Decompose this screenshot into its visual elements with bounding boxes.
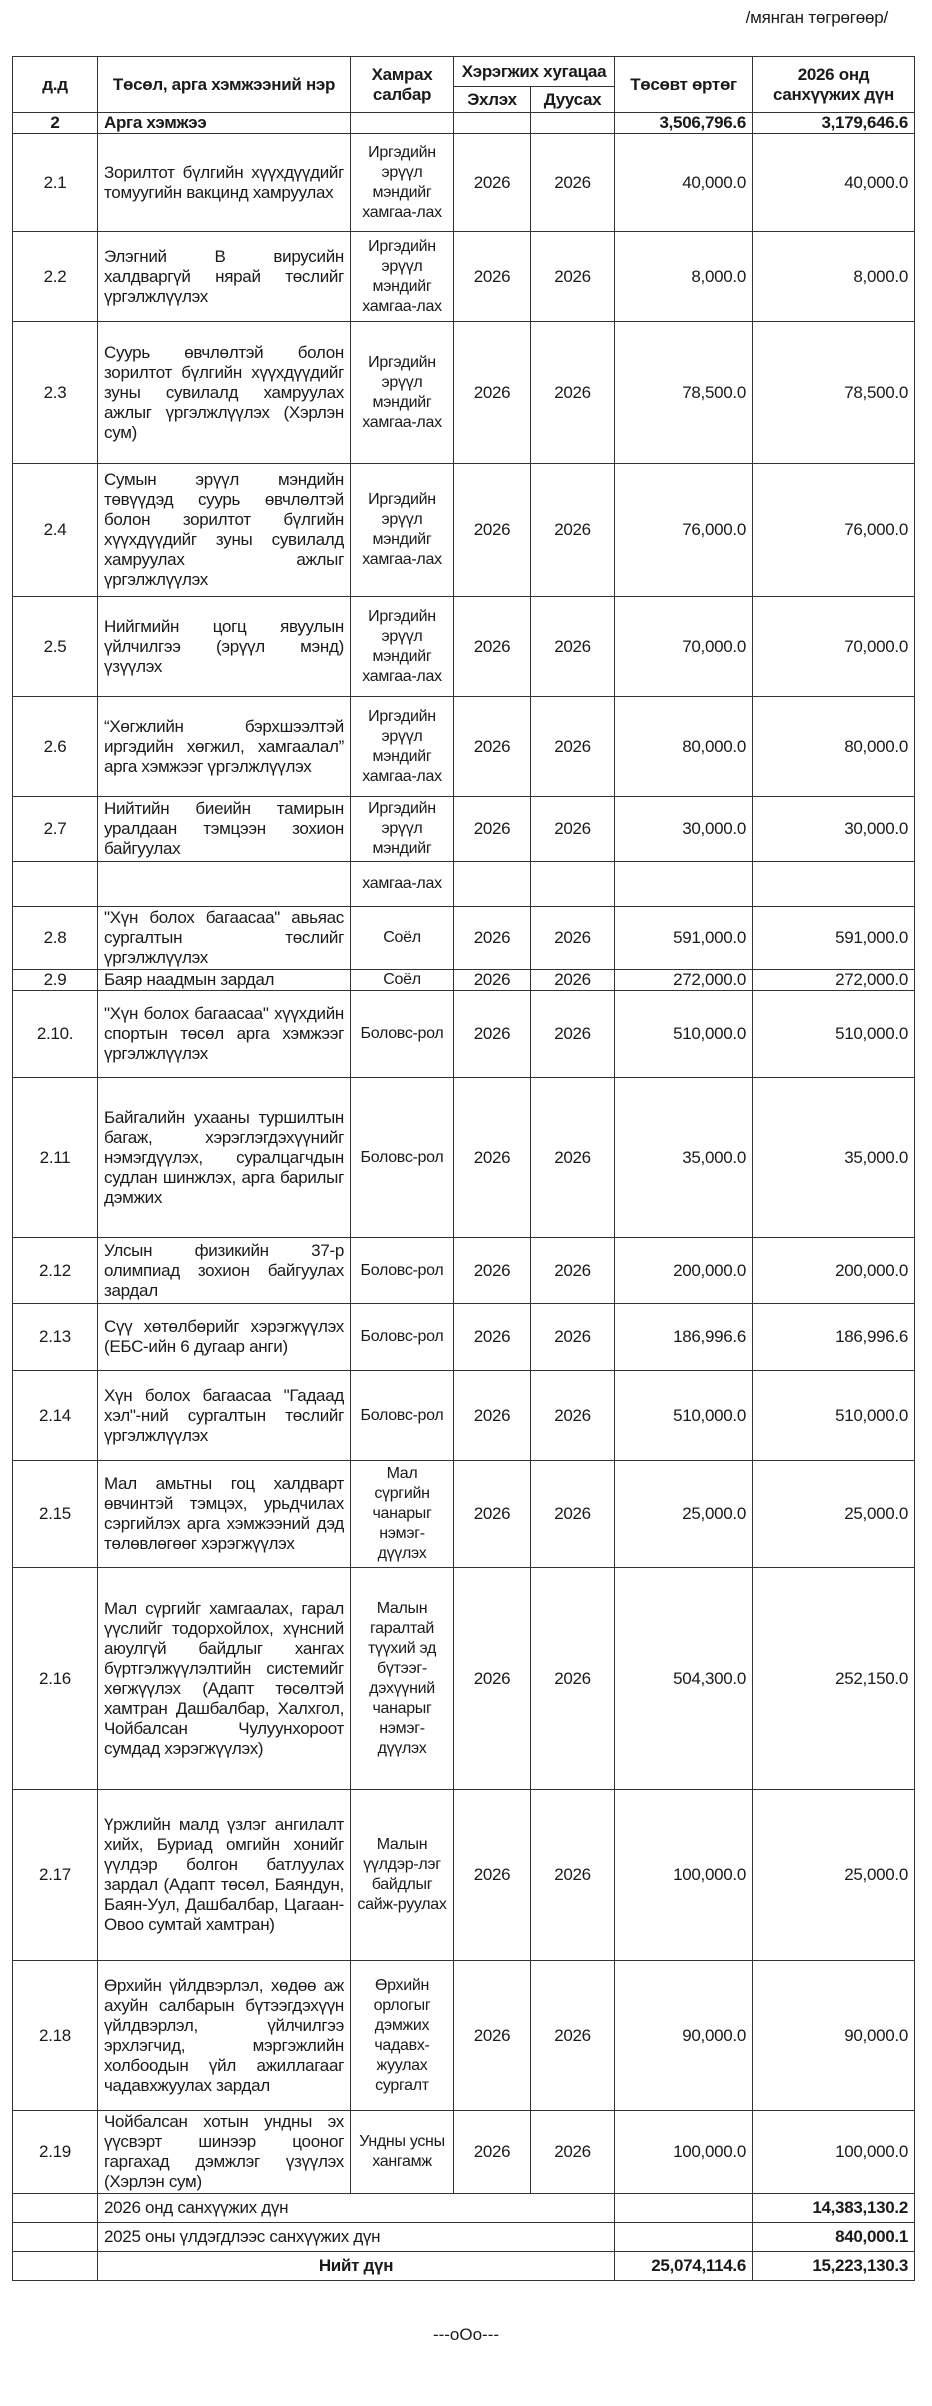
row-name: Мал амьтны гоц халдварт өвчинтэй тэмцэх, урьдчилах сэргийлэх арга хэмжээний дэд төлөвлөгөөг хэрэгжүүлэх: [98, 1461, 351, 1568]
section-no: 2: [13, 113, 98, 134]
row-sector: Иргэдийн эрүүл мэндийг: [351, 797, 454, 862]
row-sector: Өрхийн орлогыг дэмжих чадавх-жуулах сургалт: [351, 1961, 454, 2111]
header-period: Хэрэгжих хугацаа: [454, 57, 615, 87]
table-row: [13, 797, 915, 862]
end-mark: ---oOo---: [432, 2325, 500, 2344]
header-start: Эхлэх: [454, 87, 531, 113]
row-cost: 90,000.0: [615, 1961, 753, 2111]
row-end-year: 2026: [531, 991, 615, 1078]
table-row: [13, 1568, 915, 1790]
row-funding: 80,000.0: [753, 697, 915, 797]
row-cost: 504,300.0: [615, 1568, 753, 1790]
row-start-year: 2026: [454, 1238, 531, 1304]
header-cost: Төсөвт өртөг: [615, 57, 753, 113]
row-name: Нийгмийн цогц явуулын үйлчилгээ (эрүүл мэнд) үзүүлэх: [98, 597, 351, 697]
row-end-year: 2026: [531, 697, 615, 797]
row-name: Байгалийн ухааны туршилтын багаж, хэрэглэгдэхүүнийг нэмэгдүүлэх, суралцагчдын судлан шинжлэх, арга барилыг дэмжих: [98, 1078, 351, 1238]
empty-cell: [98, 862, 351, 907]
row-no: 2.5: [13, 597, 98, 697]
row-end-year: 2026: [531, 797, 615, 862]
row-start-year: 2026: [454, 1790, 531, 1961]
row-name: "Хүн болох багаасаа" хүүхдийн спортын төсөл арга хэмжээг үргэлжлүүлэх: [98, 991, 351, 1078]
row-name: Зорилтот бүлгийн хүүхдүүдийг томуугийн вакцинд хамруулах: [98, 134, 351, 232]
row-start-year: 2026: [454, 907, 531, 970]
table-row: [13, 991, 915, 1078]
header-end: Дуусах: [531, 87, 615, 113]
table-row: [13, 907, 915, 970]
total-2025-remainder-row-cost: [615, 2223, 753, 2252]
row-no: 2.4: [13, 464, 98, 597]
total-2026-row-cost: [615, 2194, 753, 2223]
row-cost: 186,996.6: [615, 1304, 753, 1371]
row-name: Сүү хөтөлбөрийг хэрэгжүүлэх (ЕБС-ийн 6 дугаар анги): [98, 1304, 351, 1371]
header-no: д.д: [13, 57, 98, 113]
table-row: [13, 464, 915, 597]
table-row: [13, 2111, 915, 2194]
empty-cell: [13, 2252, 98, 2281]
row-sector: Иргэдийн эрүүл мэндийг хамгаа-лах: [351, 232, 454, 322]
row-end-year: 2026: [531, 232, 615, 322]
table-row: [13, 1961, 915, 2111]
row-cost: 70,000.0: [615, 597, 753, 697]
row-cost: 35,000.0: [615, 1078, 753, 1238]
row-no: 2.13: [13, 1304, 98, 1371]
grand-total-row-funding: 15,223,130.3: [753, 2252, 915, 2281]
section-cost: 3,506,796.6: [615, 113, 753, 134]
row-start-year: 2026: [454, 991, 531, 1078]
row-funding: 200,000.0: [753, 1238, 915, 1304]
empty-cell: [13, 2223, 98, 2252]
header-funding: 2026 онд санхүүжих дүн: [753, 57, 915, 113]
row-name: Нийтийн биеийн тамирын уралдаан тэмцээн зохион байгуулах: [98, 797, 351, 862]
table-row: [13, 697, 915, 797]
row-sector: Мал сүргийн чанарыг нэмэг-дүүлэх: [351, 1461, 454, 1568]
table-row: [13, 232, 915, 322]
row-cost: 200,000.0: [615, 1238, 753, 1304]
row-no: 2.12: [13, 1238, 98, 1304]
row-start-year: 2026: [454, 797, 531, 862]
grand-total-row: [13, 2252, 915, 2281]
continuation-row: [13, 862, 915, 907]
row-cost: 591,000.0: [615, 907, 753, 970]
row-name: Чойбалсан хотын ундны эх үүсвэрт шинээр цооног гаргахад дэмжлэг үзүүлэх (Хэрлэн сум): [98, 2111, 351, 2194]
row-end-year: 2026: [531, 134, 615, 232]
row-start-year: 2026: [454, 597, 531, 697]
unit-note: /мянган төгрөгөөр/: [745, 8, 888, 27]
total-2026-row-label: 2026 онд санхүүжих дүн: [98, 2194, 615, 2223]
table-row: [13, 970, 915, 991]
empty-cell: [531, 862, 615, 907]
row-cost: 8,000.0: [615, 232, 753, 322]
row-end-year: 2026: [531, 464, 615, 597]
row-funding: 78,500.0: [753, 322, 915, 464]
section-funding: 3,179,646.6: [753, 113, 915, 134]
row-cost: 510,000.0: [615, 1371, 753, 1461]
row-funding: 8,000.0: [753, 232, 915, 322]
row-end-year: 2026: [531, 1790, 615, 1961]
row-sector: Боловс-рол: [351, 1304, 454, 1371]
row-no: 2.11: [13, 1078, 98, 1238]
row-end-year: 2026: [531, 1078, 615, 1238]
table-row: [13, 1790, 915, 1961]
row-cost: 100,000.0: [615, 2111, 753, 2194]
row-no: 2.10.: [13, 991, 98, 1078]
row-cost: 78,500.0: [615, 322, 753, 464]
row-funding: 25,000.0: [753, 1790, 915, 1961]
row-no: 2.2: [13, 232, 98, 322]
row-sector: Боловс-рол: [351, 1078, 454, 1238]
row-start-year: 2026: [454, 697, 531, 797]
row-start-year: 2026: [454, 1461, 531, 1568]
row-funding: 272,000.0: [753, 970, 915, 991]
row-sector: Боловс-рол: [351, 991, 454, 1078]
row-start-year: 2026: [454, 232, 531, 322]
row-funding: 510,000.0: [753, 1371, 915, 1461]
row-name: Суурь өвчлөлтэй болон зорилтот бүлгийн хүүхдүүдийг зуны сувилалд хамруулах ажлыг үргэлжлүүлэх (Хэрлэн сум): [98, 322, 351, 464]
row-end-year: 2026: [531, 1461, 615, 1568]
row-no: 2.15: [13, 1461, 98, 1568]
row-funding: 186,996.6: [753, 1304, 915, 1371]
section-name: Арга хэмжээ: [98, 113, 351, 134]
total-2025-remainder-row-label: 2025 оны үлдэгдлээс санхүүжих дүн: [98, 2223, 615, 2252]
row-funding: 252,150.0: [753, 1568, 915, 1790]
row-cost: 25,000.0: [615, 1461, 753, 1568]
empty-cell: [454, 862, 531, 907]
row-end-year: 2026: [531, 1371, 615, 1461]
row-no: 2.1: [13, 134, 98, 232]
row-funding: 35,000.0: [753, 1078, 915, 1238]
row-sector: Иргэдийн эрүүл мэндийг хамгаа-лах: [351, 134, 454, 232]
empty-cell: [13, 862, 98, 907]
grand-total-row-cost: 25,074,114.6: [615, 2252, 753, 2281]
row-name: Мал сүргийг хамгаалах, гарал үүслийг тодорхойлох, хүнсний аюулгүй байдлыг хангах бүртгэлжүүлэлтийн системийг хөгжүүлэх (Адапт төсөлтэй хамтран Дашбалбар, Халхгол, Чойбалсан Чулуунхороот сумдад хэрэгжүүлэх): [98, 1568, 351, 1790]
row-start-year: 2026: [454, 1568, 531, 1790]
row-no: 2.6: [13, 697, 98, 797]
table-row: [13, 1461, 915, 1568]
table-row: [13, 1238, 915, 1304]
row-cost: 272,000.0: [615, 970, 753, 991]
row-no: 2.18: [13, 1961, 98, 2111]
row-sector: Иргэдийн эрүүл мэндийг хамгаа-лах: [351, 697, 454, 797]
row-start-year: 2026: [454, 970, 531, 991]
row-sector: Иргэдийн эрүүл мэндийг хамгаа-лах: [351, 322, 454, 464]
row-sector: Боловс-рол: [351, 1371, 454, 1461]
row-cost: 76,000.0: [615, 464, 753, 597]
row-end-year: 2026: [531, 322, 615, 464]
row-start-year: 2026: [454, 2111, 531, 2194]
row-name: "Хүн болох багаасаа" авьяас сургалтын төслийг үргэлжлүүлэх: [98, 907, 351, 970]
row-end-year: 2026: [531, 2111, 615, 2194]
table-row: [13, 322, 915, 464]
header-sector: Хамрах салбар: [351, 57, 454, 113]
continuation-sector: хамгаа-лах: [351, 862, 454, 907]
row-sector: Боловс-рол: [351, 1238, 454, 1304]
row-end-year: 2026: [531, 1238, 615, 1304]
row-end-year: 2026: [531, 907, 615, 970]
row-name: Сумын эрүүл мэндийн төвүүдэд суурь өвчлөлтэй болон зорилтот бүлгийн хүүхдүүдийг зуны сувилалд хамруулах ажлыг үргэлжлүүлэх: [98, 464, 351, 597]
total-2025-remainder-row: [13, 2223, 915, 2252]
row-sector: Иргэдийн эрүүл мэндийг хамгаа-лах: [351, 464, 454, 597]
row-no: 2.3: [13, 322, 98, 464]
row-funding: 25,000.0: [753, 1461, 915, 1568]
row-name: Хүн болох багаасаа "Гадаад хэл"-ний сургалтын төслийг үргэлжлүүлэх: [98, 1371, 351, 1461]
row-no: 2.8: [13, 907, 98, 970]
row-sector: Малын гаралтай түүхий эд бүтээг-дэхүүний чанарыг нэмэг-дүүлэх: [351, 1568, 454, 1790]
row-sector: Ундны усны хангамж: [351, 2111, 454, 2194]
empty-cell: [615, 862, 753, 907]
row-no: 2.17: [13, 1790, 98, 1961]
row-funding: 40,000.0: [753, 134, 915, 232]
row-cost: 80,000.0: [615, 697, 753, 797]
row-funding: 76,000.0: [753, 464, 915, 597]
row-sector: Иргэдийн эрүүл мэндийг хамгаа-лах: [351, 597, 454, 697]
row-no: 2.9: [13, 970, 98, 991]
row-start-year: 2026: [454, 1078, 531, 1238]
row-name: “Хөгжлийн бэрхшээлтэй иргэдийн хөгжил, хамгаалал” арга хэмжээг үргэлжлүүлэх: [98, 697, 351, 797]
row-name: Элэгний В вирусийн халдваргүй нярай төслийг үргэлжлүүлэх: [98, 232, 351, 322]
row-end-year: 2026: [531, 1304, 615, 1371]
section-row: [13, 113, 915, 134]
row-start-year: 2026: [454, 134, 531, 232]
row-cost: 100,000.0: [615, 1790, 753, 1961]
row-end-year: 2026: [531, 1568, 615, 1790]
total-2026-row: [13, 2194, 915, 2223]
row-sector: Малын үүлдэр-лэг байдлыг сайж-руулах: [351, 1790, 454, 1961]
empty-cell: [13, 2194, 98, 2223]
table-row: [13, 134, 915, 232]
row-end-year: 2026: [531, 970, 615, 991]
budget-table: [12, 56, 915, 2281]
total-2025-remainder-row-funding: 840,000.1: [753, 2223, 915, 2252]
table-row: [13, 1078, 915, 1238]
row-no: 2.16: [13, 1568, 98, 1790]
row-name: Өрхийн үйлдвэрлэл, хөдөө аж ахуйн салбарын бүтээгдэхүүн үйлдвэрлэл, үйлчилгээ эрхлэгчид, мэргэжлийн холбоодын үйл ажиллагааг чадавхжуулах зардал: [98, 1961, 351, 2111]
row-no: 2.14: [13, 1371, 98, 1461]
row-start-year: 2026: [454, 1961, 531, 2111]
row-start-year: 2026: [454, 322, 531, 464]
row-funding: 100,000.0: [753, 2111, 915, 2194]
row-sector: Соёл: [351, 907, 454, 970]
row-end-year: 2026: [531, 1961, 615, 2111]
row-funding: 70,000.0: [753, 597, 915, 697]
row-funding: 591,000.0: [753, 907, 915, 970]
row-name: Үржлийн малд үзлэг ангилалт хийх, Буриад омгийн хонийг үүлдэр болгон батлуулах зардал (Адапт төсөл, Баяндун, Баян-Уул, Дашбалбар, Цагаан-Овоо сумтай хамтран): [98, 1790, 351, 1961]
row-cost: 510,000.0: [615, 991, 753, 1078]
row-name: Улсын физикийн 37-р олимпиад зохион байгуулах зардал: [98, 1238, 351, 1304]
table-row: [13, 597, 915, 697]
row-name: Баяр наадмын зардал: [98, 970, 351, 991]
empty-cell: [753, 862, 915, 907]
row-funding: 90,000.0: [753, 1961, 915, 2111]
total-2026-row-funding: 14,383,130.2: [753, 2194, 915, 2223]
row-start-year: 2026: [454, 1371, 531, 1461]
table-row: [13, 1304, 915, 1371]
header-name: Төсөл, арга хэмжээний нэр: [98, 57, 351, 113]
table-row: [13, 1371, 915, 1461]
row-start-year: 2026: [454, 464, 531, 597]
row-funding: 30,000.0: [753, 797, 915, 862]
grand-total-row-label: Нийт дүн: [98, 2252, 615, 2281]
row-cost: 30,000.0: [615, 797, 753, 862]
row-no: 2.7: [13, 797, 98, 862]
row-cost: 40,000.0: [615, 134, 753, 232]
row-sector: Соёл: [351, 970, 454, 991]
row-start-year: 2026: [454, 1304, 531, 1371]
row-end-year: 2026: [531, 597, 615, 697]
row-no: 2.19: [13, 2111, 98, 2194]
row-funding: 510,000.0: [753, 991, 915, 1078]
